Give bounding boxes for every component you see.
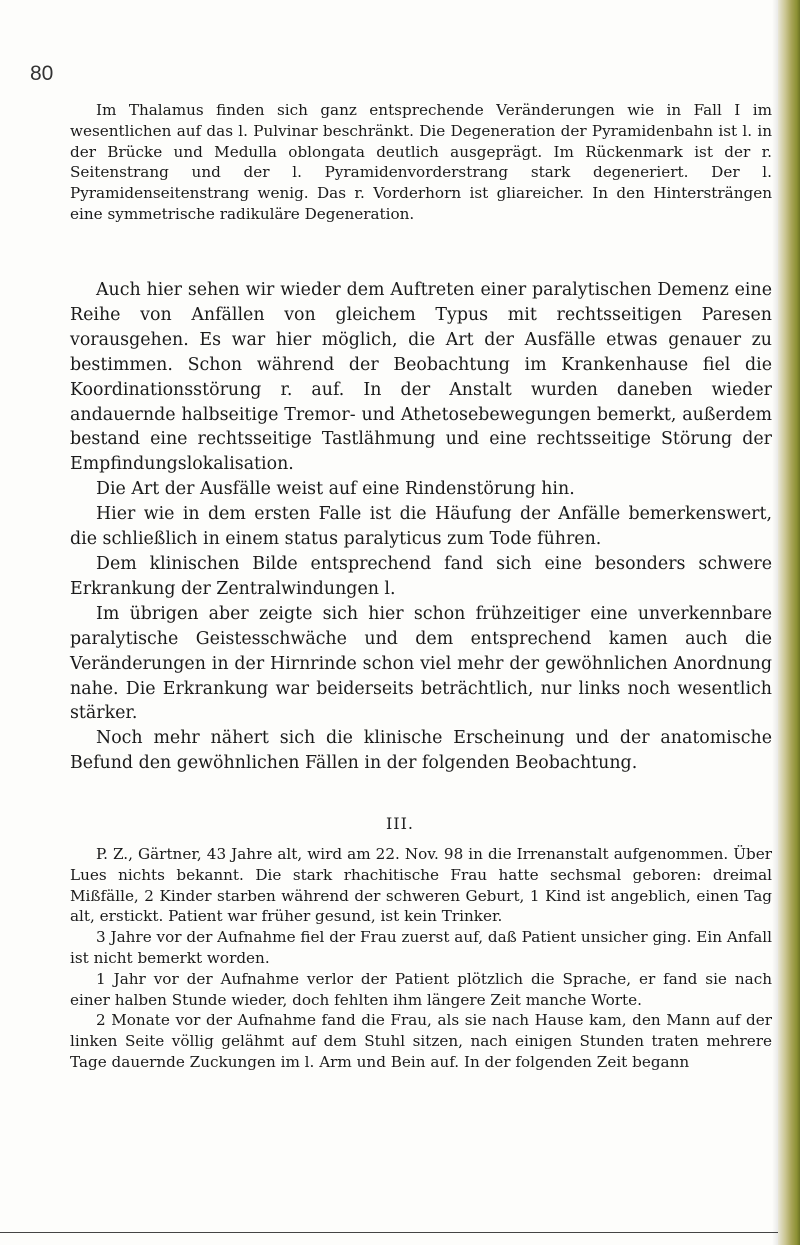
book-binding-edge [778,0,800,1245]
bottom-edge-rule [0,1232,778,1233]
paragraph: 1 Jahr vor der Aufnahme verlor der Patient plötzlich die Sprache, er fand sie nach einer halben Stunde wieder, doch fehlten ihm längere Zeit manche Worte. [70,969,772,1009]
page-number: 80 [30,62,54,85]
paragraph: Noch mehr nähert sich die klinische Erscheinung und der anatomische Befund den gewöhnlichen Fällen in der folgenden Beobachtung. [70,728,772,774]
case-history-block [70,844,772,1073]
paragraph: Dem klinischen Bilde entsprechend fand sich eine besonders schwere Erkrankung der Zentralwindungen l. [70,553,772,599]
paragraph: 3 Jahre vor der Aufnahme fiel der Frau zuerst auf, daß Patient unsicher ging. Ein Anfall ist nicht bemerkt worden. [70,928,772,967]
paragraph: Hier wie in dem ersten Falle ist die Häufung der Anfälle bemerkenswert, die schließlich in einem status paralyticus zum Tode führen. [70,504,772,550]
paragraph: Im übrigen aber zeigte sich hier schon frühzeitiger eine unverkennbare paralytische Geistesschwäche und dem entsprechend kamen auch die Veränderungen in der Hirnrinde schon viel mehr der gewöhnlichen Anordnung nahe. Die Erkrankung war beiderseits beträchtlich, nur links noch wesentlich stärker. [70,603,772,724]
case-heading: III. [385,814,415,833]
paragraph: 2 Monate vor der Aufnahme fand die Frau, als sie nach Hause kam, den Mann auf der linken Seite völlig gelähmt auf dem Stuhl sitzen, nach einigen Stunden traten mehrere Tage dauernde Zuckungen im l. Arm und Bein auf. In der folgenden Zeit begann [70,1011,772,1071]
thalamus-findings-block [70,100,772,225]
paragraph: Auch hier sehen wir wieder dem Auftreten einer paralytischen Demenz eine Reihe von Anfällen von gleichem Typus mit rechtsseitigen Paresen vorausgehen. Es war hier möglich, die Art der Ausfälle etwas genauer zu bestimmen. Schon während der Beobachtung im Krankenhause fiel die Koordinationsstörung r. auf. In der Anstalt wurden daneben wieder andauernde halbseitige Tremor- und Athetosebewegungen bemerkt, außerdem bestand eine rechtsseitige Tastlähmung und eine rechtsseitige Störung der Empfindungslokalisation. [70,280,772,475]
paragraph: P. Z., Gärtner, 43 Jahre alt, wird am 22. Nov. 98 in die Irrenanstalt aufgenommen. Über Lues nichts bekannt. Die stark rhachitische Frau hatte sechsmal geboren: dreimal Mißfälle, 2 Kinder starben während der schweren Geburt, 1 Kind ist angeblich, einen Tag alt, erstickt. Patient war früher gesund, ist kein Trinker. [70,845,772,926]
discussion-block [70,278,772,776]
paragraph: Im Thalamus finden sich ganz entsprechende Veränderungen wie in Fall I im wesentlichen auf das l. Pulvinar beschränkt. Die Degeneration der Pyramidenbahn ist l. in der Brücke und Medulla oblongata deutlich ausgeprägt. Im Rückenmark ist der r. Seitenstrang und der l. Pyramidenvorderstrang stark degeneriert. Der l. Pyramidenseitenstrang wenig. Das r. Vorderhorn ist gliareicher. In den Hintersträngen eine symmetrische radikuläre Degeneration. [70,101,772,223]
paragraph: Die Art der Ausfälle weist auf eine Rindenstörung hin. [96,479,575,500]
